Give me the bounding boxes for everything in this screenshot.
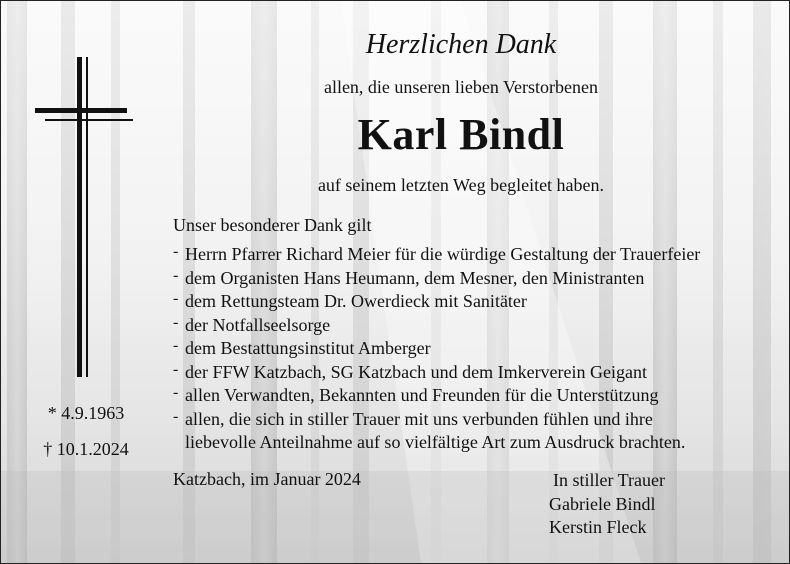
list-item: - Herrn Pfarrer Richard Meier für die würdige Gestaltung der Trauerfeier <box>173 243 700 267</box>
list-item: - dem Rettungsteam Dr. Owerdieck mit Sanitäter <box>173 290 700 314</box>
special-thanks-heading: Unser besonderer Dank gilt <box>173 215 372 235</box>
list-item: - dem Bestattungsinstitut Amberger <box>173 337 700 361</box>
deceased-name: Karl Bindl <box>357 110 565 159</box>
thanks-list <box>173 243 700 455</box>
mourners-block <box>549 469 665 540</box>
cross-icon <box>31 53 141 383</box>
list-item: - dem Organisten Hans Heumann, dem Mesner, den Ministranten <box>173 267 700 291</box>
intro-line: allen, die unseren lieben Verstorbenen <box>323 77 599 97</box>
list-item-continued: liebevolle Anteilnahme auf so vielfältige Art zum Ausdruck brachten. <box>185 432 686 452</box>
list-item: - allen Verwandten, Bekannten und Freunden für die Unterstützung <box>173 384 700 408</box>
list-item: - allen, die sich in stiller Trauer mit uns verbunden fühlen und ihre <box>173 408 700 432</box>
birth-date: * 4.9.1963 <box>47 403 125 423</box>
mourner-name: Gabriele Bindl <box>549 493 656 514</box>
notice-title: Herzlichen Dank <box>365 29 557 60</box>
mourner-name: Kerstin Fleck <box>549 517 647 537</box>
list-item: - der Notfallseelsorge <box>173 314 700 338</box>
mourners-heading: In stiller Trauer <box>553 470 665 490</box>
death-date: † 10.1.2024 <box>43 439 129 459</box>
outro-line: auf seinem letzten Weg begleitet haben. <box>317 175 605 195</box>
list-item: - der FFW Katzbach, SG Katzbach und dem Imkerverein Geigant <box>173 361 700 385</box>
place-date: Katzbach, im Januar 2024 <box>173 469 361 489</box>
